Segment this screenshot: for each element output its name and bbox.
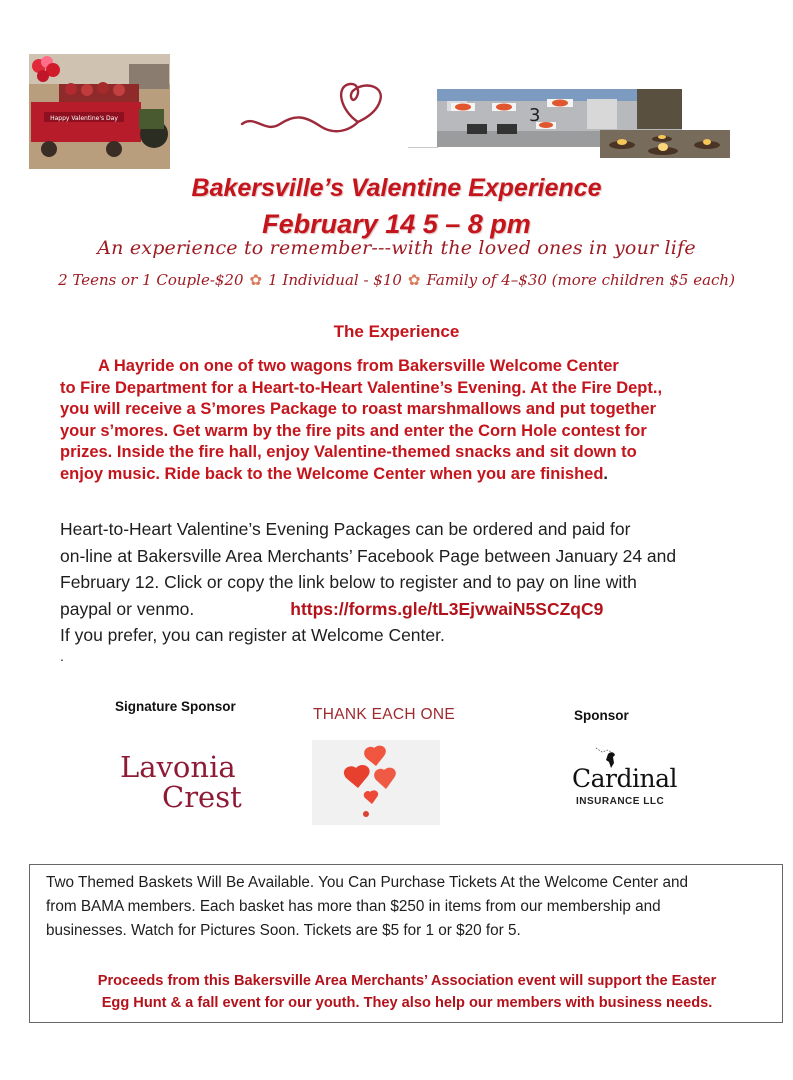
price-family: Family of 4–$30 (more children $5 each) bbox=[426, 271, 735, 289]
baskets-line: Two Themed Baskets Will Be Available. You Can Purchase Tickets At the Welcome Center and bbox=[46, 874, 688, 891]
hayride-wagon-photo bbox=[29, 54, 170, 169]
price-individual: 1 Individual - $10 bbox=[268, 271, 402, 289]
registration-line-text: paypal or venmo. bbox=[60, 598, 195, 619]
thank-each-one-label: THANK EACH ONE bbox=[313, 706, 455, 723]
event-title: Bakersville’s Valentine Experience bbox=[191, 174, 602, 202]
registration-line: Heart-to-Heart Valentine’s Evening Packages can be ordered and paid for bbox=[60, 519, 631, 539]
heart-string-decoration bbox=[240, 76, 385, 136]
baskets-description bbox=[46, 871, 776, 943]
flower-icon: ✿ bbox=[249, 271, 263, 289]
experience-line: prizes. Inside the fire hall, enjoy Valentine-themed snacks and sit down to bbox=[60, 443, 637, 461]
baskets-line: businesses. Watch for Pictures Soon. Tickets are $5 for 1 or $20 for 5. bbox=[46, 922, 521, 939]
proceeds-line: Egg Hunt & a fall event for our youth. They also help our members with business needs. bbox=[101, 995, 713, 1011]
experience-line: A Hayride on one of two wagons from Bakersville Welcome Center bbox=[98, 357, 619, 375]
proceeds-note bbox=[30, 970, 784, 1014]
divider-line bbox=[408, 147, 438, 148]
proceeds-line: Proceeds from this Bakersville Area Merchants’ Association event will support the Easter bbox=[97, 973, 717, 989]
experience-heading: The Experience bbox=[333, 322, 460, 341]
event-tagline: An experience to remember---with the loved ones in your life bbox=[97, 237, 696, 259]
experience-line: you will receive a S’mores Package to roast marshmallows and put together bbox=[60, 400, 657, 418]
trailing-dot: . bbox=[60, 648, 64, 664]
flower-icon: ✿ bbox=[407, 271, 421, 289]
experience-description bbox=[60, 356, 760, 485]
registration-line: If you prefer, you can register at Welcome Center. bbox=[60, 625, 445, 645]
lavonia-crest-logo bbox=[118, 752, 248, 812]
sponsor-label: Sponsor bbox=[574, 708, 629, 723]
experience-line: your s’mores. Get warm by the fire pits and enter the Corn Hole contest for bbox=[60, 421, 647, 440]
registration-info bbox=[60, 516, 780, 649]
experience-line bbox=[60, 464, 760, 486]
signature-sponsor-label: Signature Sponsor bbox=[115, 699, 236, 714]
experience-end-punct: . bbox=[603, 464, 609, 483]
lavonia-logo-line1: Lavonia bbox=[120, 750, 236, 784]
lavonia-logo-line2: Crest bbox=[162, 780, 242, 814]
fire-pits-photo bbox=[600, 130, 730, 158]
hearts-photo bbox=[312, 740, 440, 825]
baskets-line: from BAMA members. Each basket has more than $250 in items from our membership and bbox=[46, 898, 661, 915]
registration-line bbox=[60, 596, 780, 623]
event-date: February 14 5 – 8 pm bbox=[262, 209, 531, 239]
svg-text:Happy Valentine's Day: Happy Valentine's Day bbox=[50, 115, 118, 122]
baskets-info-box bbox=[29, 864, 783, 1023]
svg-text:3: 3 bbox=[529, 105, 541, 126]
registration-form-link[interactable]: https://forms.gle/tL3EjvwaiN5SCZqC9 bbox=[290, 598, 604, 619]
cardinal-logo-name: Cardinal bbox=[572, 764, 677, 793]
cardinal-logo-subtitle: INSURANCE LLC bbox=[576, 796, 665, 807]
price-couple: 2 Teens or 1 Couple-$20 bbox=[58, 271, 244, 289]
pricing-line bbox=[0, 271, 793, 289]
experience-line: to Fire Department for a Heart-to-Heart Valentine’s Evening. At the Fire Dept., bbox=[60, 378, 663, 397]
registration-line: February 12. Click or copy the link below to register and to pay on line with bbox=[60, 572, 637, 592]
experience-line-text: enjoy music. Ride back to the Welcome Center when you are finished bbox=[60, 464, 604, 483]
registration-line: on-line at Bakersville Area Merchants’ Facebook Page between January 24 and bbox=[60, 545, 677, 566]
